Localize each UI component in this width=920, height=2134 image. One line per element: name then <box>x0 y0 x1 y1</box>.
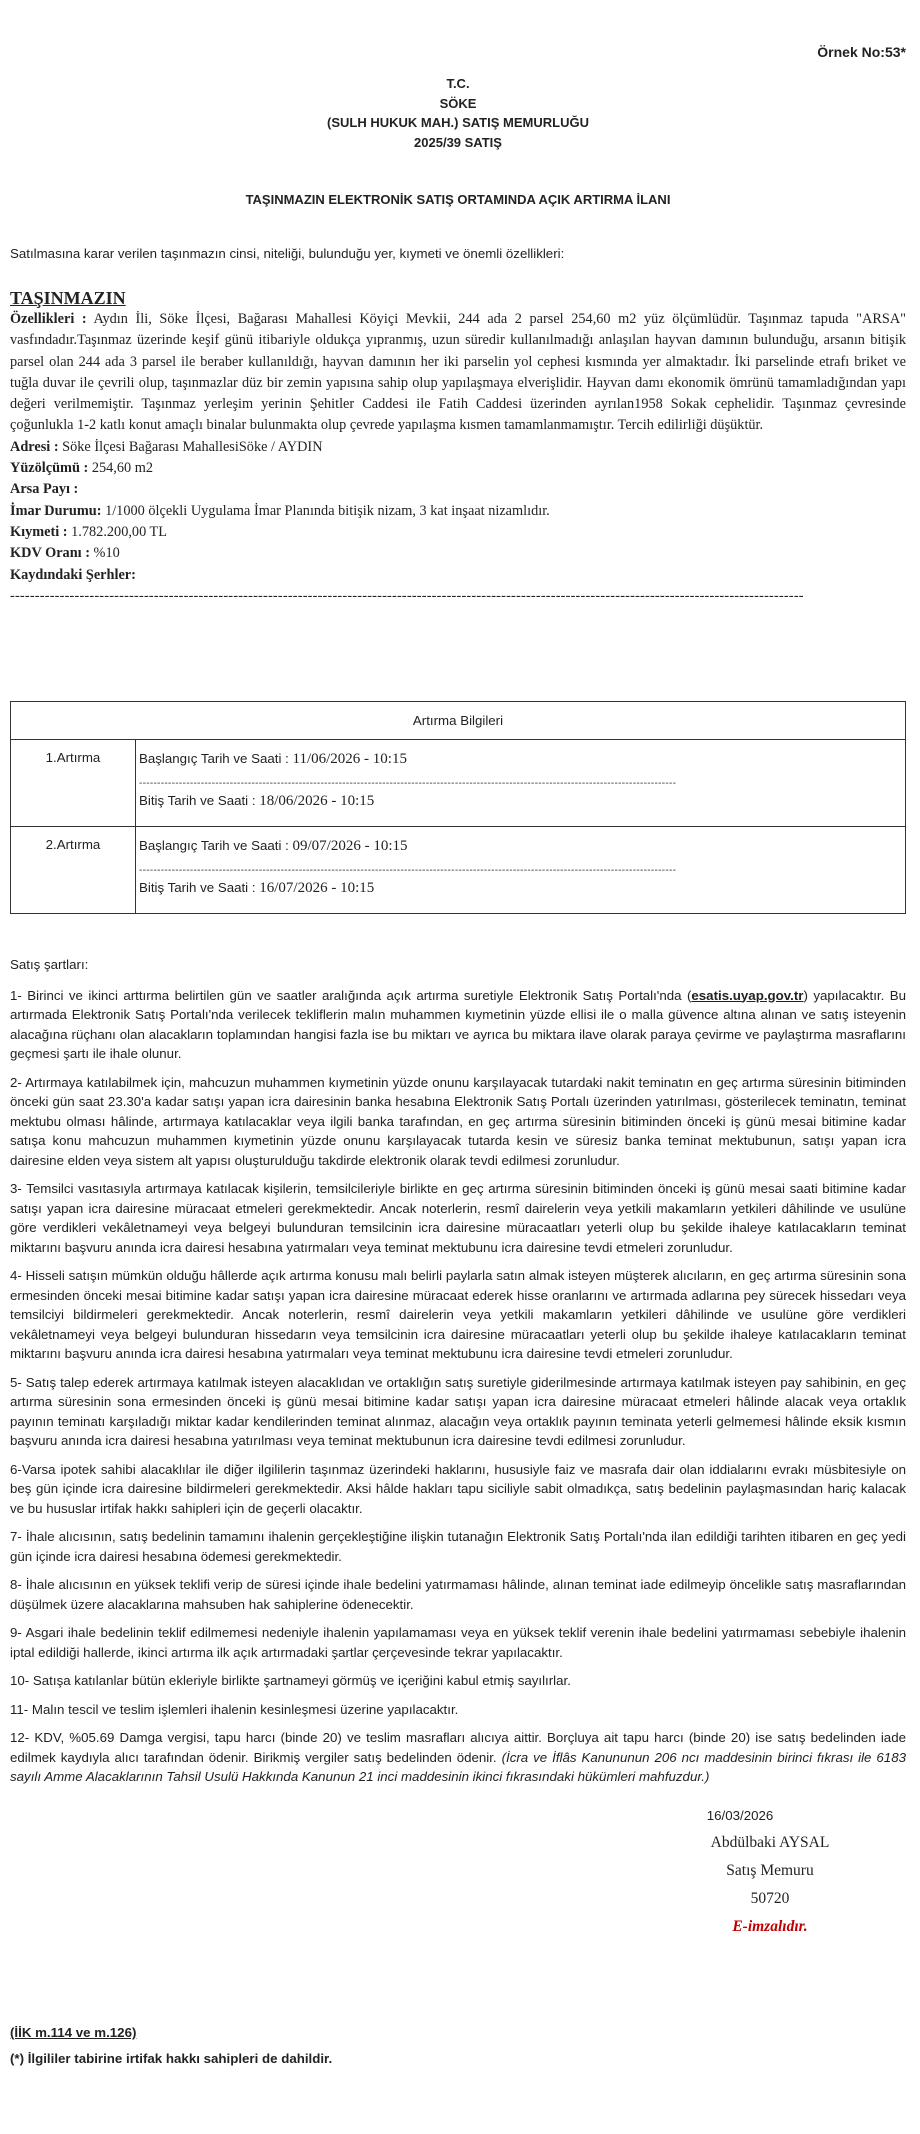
value-amount: 1.782.200,00 TL <box>71 523 167 540</box>
vat-row <box>10 543 906 564</box>
condition-3: 3- Temsilci vasıtasıyla artırmaya katılacak kişilerin, temsilcileriyle birlikte en geç artırma süresinin bitiminden önceki iş günü mesai saati bitimine kadar satışı yapan icra dairesine müracaat etmeleri gerekmektedir. Ancak noterlerin, resmî dairelerin veya yetkili makamların yetkileri dâhilinde ve usulüne göre verdikleri vekâletnameyi veya belgeyi bulunduran temsilcinin icra dairesine müracaatları yeterli olup bu şekilde ihaleye katılacakların teminat miktarını başvuru anında icra dairesi hesabına yatırmaları veya teminat mektubunu icra dairesine tevdi etmeleri zorunludur. <box>10 1181 906 1255</box>
document-header <box>10 74 906 152</box>
intro-text: Satılmasına karar verilen taşınmazın cinsi, niteliği, bulunduğu yer, kıymeti ve önemli özellikleri: <box>10 246 565 261</box>
value-row <box>10 522 906 543</box>
address-value: Söke İlçesi Bağarası MahallesiSöke / AYDIN <box>62 438 323 455</box>
header-city: SÖKE <box>439 95 477 111</box>
table-row <box>11 827 906 914</box>
round-label: 2.Artırma <box>11 827 136 914</box>
value-label: Kıymeti : <box>10 523 68 540</box>
property-description <box>10 309 906 437</box>
header-tc: T.C. <box>446 76 470 91</box>
esatis-portal-link[interactable]: esatis.uyap.gov.tr <box>691 987 804 1003</box>
header-office: (SULH HUKUK MAH.) SATIŞ MEMURLUĞU <box>327 115 589 130</box>
area-label: Yüzölçümü : <box>10 460 89 477</box>
condition-10: 10- Satışa katılanlar bütün ekleriyle birlikte şartnameyi görmüş ve içeriğini kabul etmiş sayılırlar. <box>10 1673 571 1688</box>
features-label: Özellikleri : <box>10 311 87 327</box>
condition-9: 9- Asgari ihale bedelinin teklif edilmemesi nedeniyle ihalenin yapılamaması veya en yüksek teklif verenin ihale bedelini yatırmaması sebebiyle ihalenin iptal edildiği hallerde, ikinci artırma ilk açık artırmadaki şartlar çerçevesinde tekrar yapılacaktır. <box>10 1625 906 1660</box>
start-datetime <box>139 740 905 768</box>
start-value: 09/07/2026 - 10:15 <box>292 838 408 854</box>
area-row <box>10 458 906 479</box>
footer-note: (*) İlgililer tabirine irtifak hakkı sahipleri de dahildir. <box>10 2051 333 2066</box>
table-row <box>11 740 906 827</box>
end-value: 16/07/2026 - 10:15 <box>259 880 375 896</box>
footer <box>10 2020 332 2072</box>
condition-8: 8- İhale alıcısının en yüksek teklifi verip de süresi içinde ihale bedelini yatırmaması hâlinde, alınan teminat iade edilmeyip öncelikle satış masraflarından düşülmek üzere alacaklarına mahsuben hak sahiplerine ödenecektir. <box>10 1577 906 1612</box>
e-signature-stamp: E-imzalıdır. <box>732 1918 808 1935</box>
end-datetime <box>139 789 905 810</box>
date-separator: ---------------------------------------------------------------------------------------------------------------------------------------------------- <box>139 778 677 789</box>
condition-11: 11- Malın tescil ve teslim işlemleri ihalenin kesinleşmesi üzerine yapılacaktır. <box>10 1701 459 1717</box>
address-label: Adresi : <box>10 438 59 455</box>
vat-value: %10 <box>93 545 120 562</box>
zoning-label: İmar Durumu: <box>10 502 102 519</box>
round-dates <box>136 827 906 914</box>
end-datetime <box>139 876 905 897</box>
property-heading: TAŞINMAZIN <box>10 288 126 308</box>
date-separator: ---------------------------------------------------------------------------------------------------------------------------------------------------- <box>139 865 677 876</box>
condition-12-text: 12- KDV, %05.69 Damga vergisi, tapu harcı (binde 20) ve teslim masrafları alıcıya aittir. Borçluya ait tapu harcı (binde 20) ise satış bedelinden iade edilmek kaydıyla alıcı tarafından ödenir. Birikmiş vergiler satış bedelinden ödenir. <box>10 1730 906 1765</box>
end-label: Bitiş Tarih ve Saati : <box>139 880 256 895</box>
dashed-divider: ---------------------------------------------------------------------------------------------------------------------------------------------------------------- <box>10 587 804 604</box>
sample-number: Örnek No:53* <box>817 44 906 60</box>
officer-name: Abdülbaki AYSAL <box>710 1834 830 1851</box>
annotations-row <box>10 565 906 586</box>
condition-12-legal-note: (İcra ve İflâs Kanununun 206 ncı maddesinin birinci fıkrası ile 6183 sayılı Amme Alacaklarının Tahsil Usulü Hakkında Kanunun 21 inci maddesinin ikinci fıkrasındaki hükümleri mahfuzdur.) <box>10 1749 906 1784</box>
signature-block <box>640 1808 900 1941</box>
condition-1 <box>10 986 906 1064</box>
start-value: 11/06/2026 - 10:15 <box>292 751 407 767</box>
address-row <box>10 437 906 458</box>
header-file-number: 2025/39 SATIŞ <box>414 134 502 150</box>
end-value: 18/06/2026 - 10:15 <box>259 793 375 809</box>
condition-4: 4- Hisseli satışın mümkün olduğu hâllerde açık artırma konusu malı belirli paylarla satın almak isteyen müşterek alıcıların, en geç artırma süresinin sona ermesinden önceki mesai bitimine kadar satışı yapan icra dairesine müracaat ederek hisse oranlarını ve artırmada adlarına pey sürecek hissedarı veya temsilciyi bildirmeleri gerekmektedir. Ancak noterlerin, resmî dairelerin veya yetkili makamların yetkileri dâhilinde ve usulüne göre verdikleri vekâletnameyi veya belgeyi bulunduran hissedarın veya temsilcinin icra dairesine müracaatları yeterli olup bu şekilde ihaleye katılacakların teminat miktarını başvuru anında icra dairesi hesabına yatırmaları veya teminat mektubunu icra dairesine tevdi etmeleri zorunludur. <box>10 1268 906 1361</box>
start-label: Başlangıç Tarih ve Saati : <box>139 751 289 766</box>
features-text: Aydın İli, Söke İlçesi, Bağarası Mahallesi Köyiçi Mevkii, 244 ada 2 parsel 254,60 m2 yüz ölçümlüdür. Taşınmaz tapuda "ARSA" vasfındadır.Taşınmaz üzerinde keşif günü itibariyle oldukça yıpranmış, uzun süredir kullanılmadığı anlaşılan hayvan damının bulunduğu, arsanın bitişik parsel olan 244 ada 3 parsel ile beraber kullanıldığı, hayvan damının her iki parselin yol cephesi kısmında yer almaktadır. İki parselinde etrafı briket ve tuğla duvar ile çevrili olup, taşınmazlar düz bir zemin yapısına sahip olup yapılaşmaya elverişlidir. Hayvan damı ekonomik ömrünü tamamladığından yapı değeri verilmemiştir. Taşınmaz yerleşim yerinin Şehitler Caddesi ile Fatih Caddesi üzerinden ayrılan1958 Sokak cephelidir. Taşınmaz çevresinde çoğunlukla 1-2 katlı konut amaçlı binalar bulunmakta olup çevrede yapılaşma kısmen tamamlanmamıştır. Tercih edilirliği düşüktür. <box>10 311 906 434</box>
zoning-value: 1/1000 ölçekli Uygulama İmar Planında bitişik nizam, 3 kat inşaat nizamlıdır. <box>105 502 550 519</box>
area-value: 254,60 m2 <box>91 460 153 477</box>
vat-label: KDV Oranı : <box>10 545 90 562</box>
condition-1-text-cont: ) yapılacaktır. Bu artırmada Elektronik Satış Portalı'nda verilecek tekliflerin malın muhammen kıymetinin yüzde ellisi ile o malla güvence altına alınan ve satış isteyenin alacağına rüçhanı olan alacakların toplamından hangisi fazla ise bu miktarı ve ayrıca bu miktara ilave olarak paraya çevirme ve paylaştırma masraflarını geçmesi şartı ile ihale olunur. <box>10 987 906 1061</box>
condition-2: 2- Artırmaya katılabilmek için, mahcuzun muhammen kıymetinin yüzde onunu karşılayacak tutardaki nakit teminatın en geç artırma süresinin bitiminden önceki gün saat 23.30'a kadar satışı yapan icra dairesinin banka hesabına Elektronik Satış Portalı üzerinden yatırılması, gösterilecek teminatın, teminat mektubu olması hâlinde, artırmaya katılacaklar veya ilgili banka tarafından, en geç artırma süresinin bitiminden önceki iş günü mesai bitimine kadar satışa konu mahcuzun muhammen kıymetinin yüzde onunu karşılayacak tutarda kesin ve süresiz banka teminat mektubunun, satışı yapan icra dairesine elden veya sistem alt yapısı oluşturulduğu takdirde elektronik olarak tevdi edilmesi zorunludur. <box>10 1074 906 1168</box>
auction-info-header: Artırma Bilgileri <box>11 702 906 740</box>
condition-7: 7- İhale alıcısının, satış bedelinin tamamını ihalenin gerçekleştiğine ilişkin tutanağın Elektronik Satış Portalı'nda ilan edildiği tarihten itibaren en geç yedi gün içinde icra dairesi hesabına ödemesi gerekmektedir. <box>10 1529 906 1564</box>
auction-info-table <box>10 701 906 914</box>
annotations-label: Kaydındaki Şerhler: <box>10 566 136 583</box>
round-label: 1.Artırma <box>11 740 136 827</box>
start-label: Başlangıç Tarih ve Saati : <box>139 838 289 853</box>
condition-12 <box>10 1728 906 1787</box>
round-dates <box>136 740 906 827</box>
start-datetime <box>139 827 905 855</box>
property-section <box>10 287 906 607</box>
zoning-row <box>10 501 906 522</box>
end-label: Bitiş Tarih ve Saati : <box>139 793 256 808</box>
condition-6: 6-Varsa ipotek sahibi alacaklılar ile diğer ilgililerin taşınmaz üzerindeki haklarını, hususiyle faiz ve masrafa dair olan iddialarını evrakı müsbitesiyle on beş gün içinde icra dairesine bildirmeleri gerekmektedir. Aksi hâlde hakları tapu siciliyle sabit olmadıkça, satış bedelinin paylaşmasından hariç kalacak ve bu hususlar irtifak hakkı sahipleri için de geçerli olacaktır. <box>10 1461 906 1516</box>
announcement-title: TAŞINMAZIN ELEKTRONİK SATIŞ ORTAMINDA AÇIK ARTIRMA İLANI <box>245 192 671 207</box>
officer-title: Satış Memuru <box>726 1862 814 1879</box>
signature-date: 16/03/2026 <box>706 1808 774 1823</box>
condition-1-text: 1- Birinci ve ikinci arttırma belirtilen gün ve saatler aralığında açık artırma suretiyle Elektronik Satış Portalı'nda ( <box>10 987 692 1003</box>
land-share-row <box>10 479 906 500</box>
condition-5: 5- Satış talep ederek artırmaya katılmak isteyen alacaklıdan ve ortaklığın satış suretiyle giderilmesinde artırmaya katılmak isteyen pay sahibinin, en geç artırma süresinin sona ermesinden önceki iş günü mesai bitimine kadar satışı yapan icra dairesine müracaat etmeleri hâlinde alacak veya ortaklık payının teminatı karşıladığı miktar kadar kendilerinden teminat alınmaz, alacağın veya ortaklık payının teminata yeterli gelmemesi hâlinde eksik kısmın başvuru anında icra dairesi hesabına yatırılması veya teminat mektubunun icra dairesine tevdi edilmesi zorunludur. <box>10 1374 906 1448</box>
officer-number: 50720 <box>750 1890 790 1907</box>
land-share-label: Arsa Payı : <box>10 481 79 498</box>
law-reference: (İİK m.114 ve m.126) <box>10 2025 137 2040</box>
conditions-heading: Satış şartları: <box>10 957 89 972</box>
sale-conditions <box>10 955 906 1796</box>
